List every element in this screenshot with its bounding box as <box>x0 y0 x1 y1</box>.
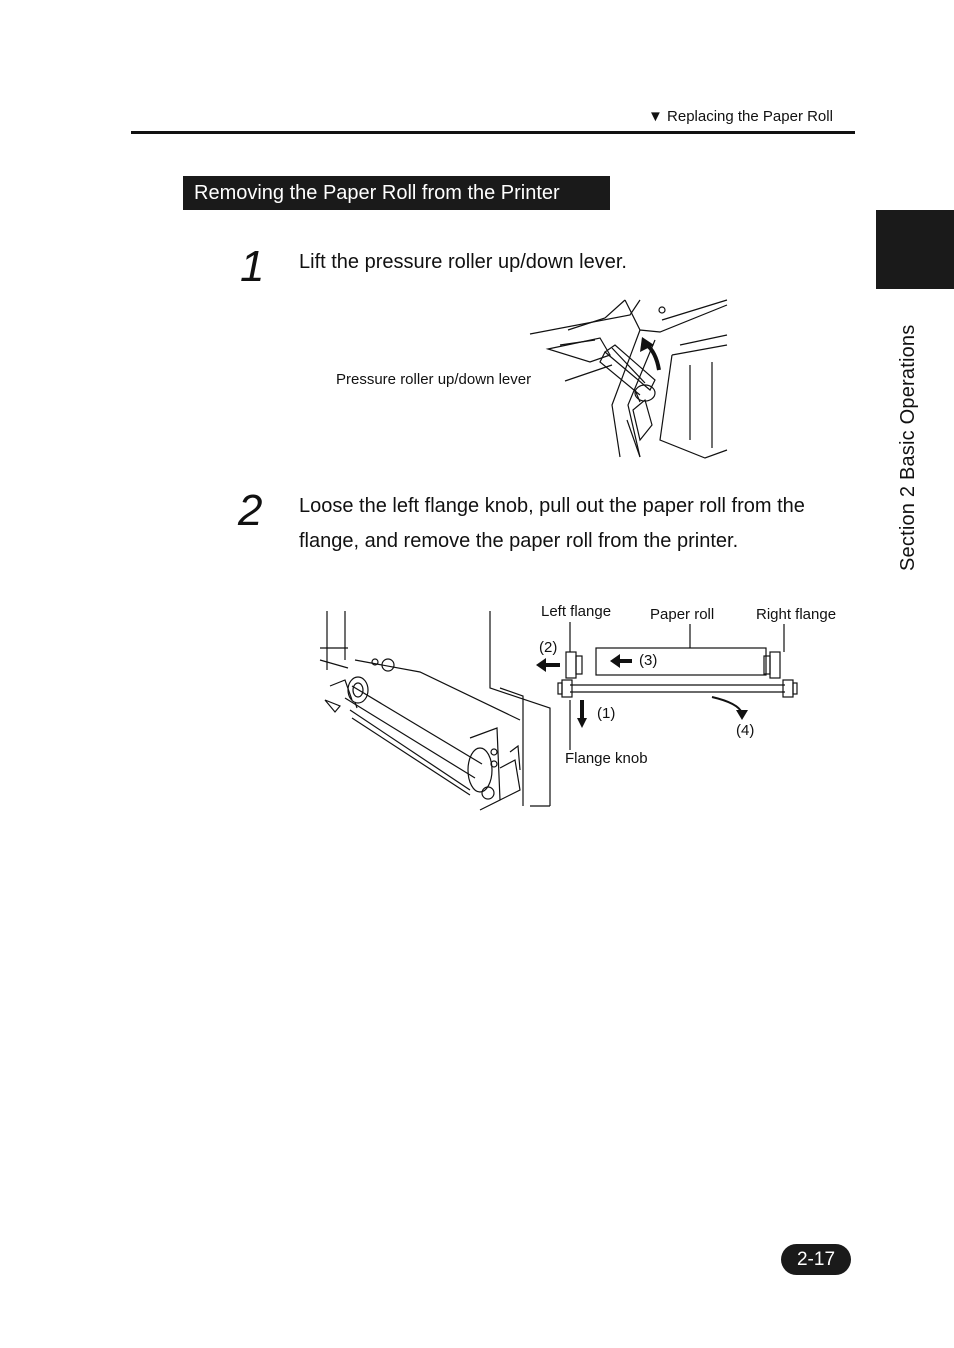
lever-callout-label: Pressure roller up/down lever <box>336 371 532 388</box>
step-text: Lift the pressure roller up/down lever. <box>299 251 627 273</box>
paper-roll-label: Paper roll <box>650 606 715 623</box>
running-header: ▼ Replacing the Paper Roll <box>648 108 833 125</box>
right-flange-label: Right flange <box>756 606 837 623</box>
side-section-label: Section 2 Basic Operations <box>897 324 919 571</box>
page-number: 2-17 <box>781 1244 851 1275</box>
flange-knob-label: Flange knob <box>565 750 648 767</box>
marker-1: (1) <box>597 705 616 722</box>
step-number: 1 <box>240 242 265 291</box>
left-flange-label: Left flange <box>541 603 612 620</box>
section-heading: Removing the Paper Roll from the Printer <box>183 176 610 210</box>
marker-3: (3) <box>639 652 658 669</box>
marker-4: (4) <box>736 722 755 739</box>
step-text: Loose the left flange knob, pull out the paper roll from the flange, and remove the paper roll from the printer. <box>299 495 805 552</box>
step-number: 2 <box>238 486 263 535</box>
marker-2: (2) <box>539 639 558 656</box>
